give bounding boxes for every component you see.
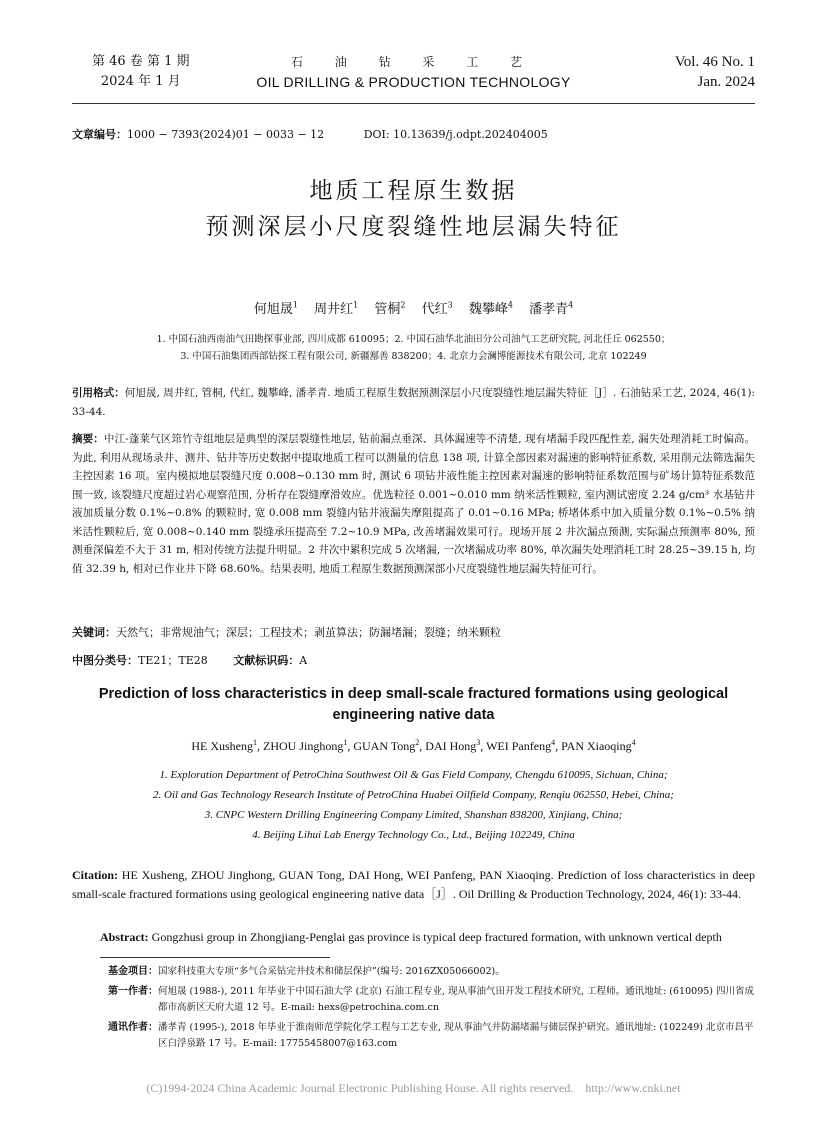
footnote-divider xyxy=(100,957,330,958)
citation-en-text: HE Xusheng, ZHOU Jinghong, GUAN Tong, DAI Hong, WEI Panfeng, PAN Xiaoqing. Prediction of loss characteristics in deep small-scale fractured formations using geological engineering native data［J］. Oil Drilling & Production Technology, 2024, 46(1): 33-44. xyxy=(72,868,756,901)
affiliations-cn-line2: 3. 中国石油集团西部钻探工程有限公司, 新疆鄯善 838200；4. 北京力会澜博能源技术有限公司, 北京 102249 xyxy=(180,351,647,362)
affiliation-en: 3. CNPC Western Drilling Engineering Company Limited, Shanshan 838200, Xinjiang, China; xyxy=(204,809,623,821)
corresponding-text: 潘孝青 (1995-), 2018 年毕业于淮南师范学院化学工程与工艺专业, 现从事油气井防漏堵漏与储层保护研究。通讯地址: (102249) 北京市昌平区白浮泉路 17 号。E-mail: 17755458007@163.com xyxy=(158,1022,754,1049)
author-cn: 管桐$^2$ xyxy=(374,300,406,317)
issue-date-cn: 2024 年 1 月 xyxy=(100,74,181,89)
volume-en: Vol. 46 No. 1 xyxy=(674,54,755,70)
date-en: Jan. 2024 xyxy=(697,74,755,90)
author-cn: 周井红$^1$ xyxy=(314,300,359,317)
keywords-cn-text: 天然气；非常规油气；深层；工程技术；剥茧算法；防漏堵漏；裂缝；纳米颗粒 xyxy=(116,626,501,639)
author-cn: 潘孝青$^4$ xyxy=(529,300,574,317)
title-en: Prediction of loss characteristics in deep small-scale fractured formations using geological engineering native data xyxy=(98,686,729,723)
header-divider xyxy=(72,103,755,104)
first-author-label: 第一作者： xyxy=(108,986,158,997)
article-number: 1000 − 7393(2024)01 − 0033 − 12 xyxy=(127,128,325,141)
article-number-label: 文章编号： xyxy=(72,128,127,141)
citation-en-label: Citation: xyxy=(72,868,118,882)
abstract-en-label: Abstract: xyxy=(100,930,149,944)
footnote-fund xyxy=(108,964,756,980)
author-cn: 何旭晟$^1$ xyxy=(253,300,298,317)
keywords-cn xyxy=(72,624,501,640)
abstract-en-text: Gongzhusi group in Zhongjiang-Penglai gas province is typical deep fractured formation, with unknown vertical depth xyxy=(151,930,722,944)
fund-label: 基金项目： xyxy=(108,966,158,977)
keywords-cn-label: 关键词： xyxy=(72,626,116,639)
author-en: PAN Xiaoqing$^4$ xyxy=(561,738,636,753)
issue-info-en xyxy=(675,52,755,92)
author-en: ZHOU Jinghong$^1$, xyxy=(263,738,354,753)
affiliation-en: 4. Beijing Lihui Lab Energy Technology Co., Ltd., Beijing 102249, China xyxy=(252,829,575,841)
authors-en xyxy=(0,738,827,754)
abstract-cn-text: 中江-蓬莱气区筇竹寺组地层是典型的深层裂缝性地层, 钻前漏点垂深、具体漏速等不清楚, 现有堵漏手段匹配性差, 漏失处理消耗工时偏高。为此, 利用从现场录井、测井、钻井等历史数据中提取地质工程可以测量的信息 138 项, 计算全部因素对漏速的影响特征系数, 采用削元法筛选漏失主控因素 16 项。室内模拟地层裂缝尺度 0.008~0.130 mm 时, 测试 6 项钻井液性能主控因素对漏速的影响特征系数范围与矿场计算特征系数范围一致, 该裂缝尺度超过岩心观察范围, 分析存在裂缝摩滑效应。优选粒径 0.001~0.010 mm 纳米活性颗粒, 室内测试密度 2.24 g/cm³ 水基钻井液加质量分数 0.1%~0.8% 的颗粒时, 宽 0.008 mm 裂缝内钻井液漏失摩阻提高了 0.01~0.16 MPa; 桥堵体系中加入质量分数 0.1%~0.5% 纳米活性颗粒后, 宽 0.008~0.140 mm 裂缝承压提高至 7.2~10.9 MPa, 改善堵漏效果可行。现场开展 2 井次漏点预测, 实际漏点预测率 80%, 预测垂深偏差不大于 31 m, 相对传统方法提升明显。2 井次中累积完成 5 次堵漏, 一次堵漏成功率 80%, 单次漏失处理消耗工时 28.25~39.15 h, 均值 32.39 h, 相对已作业井下降 68.60%。结果表明, 地质工程原生数据预测深部小尺度裂缝性地层漏失特征可行。 xyxy=(72,433,755,575)
footnote-corresponding xyxy=(108,1020,756,1052)
author-en: WEI Panfeng$^4$, xyxy=(486,738,562,753)
classification xyxy=(72,652,307,668)
footnote-first-author xyxy=(108,984,756,1016)
abstract-en xyxy=(72,928,755,947)
citation-cn-text: 何旭晟, 周井红, 管桐, 代红, 魏攀峰, 潘孝青. 地质工程原生数据预测深层小尺度裂缝性地层漏失特征［J］. 石油钻采工艺, 2024, 46(1): 33-44. xyxy=(72,387,755,418)
fund-text: 国家科技重大专项“多气合采钻完井技术和储层保护”(编号: 2016ZX05066002)。 xyxy=(158,966,505,977)
clc-code: TE21；TE28 xyxy=(138,654,208,667)
journal-name-cn: 石 油 钻 采 工 艺 xyxy=(290,55,537,69)
doc-code-label: 文献标识码： xyxy=(233,654,300,667)
copyright-footer: (C)1994-2024 China Academic Journal Electronic Publishing House. All rights reserved. http://www.cnki.net xyxy=(146,1081,681,1095)
abstract-cn-label: 摘要： xyxy=(72,433,104,445)
authors-cn xyxy=(0,298,827,317)
affiliation-en: 1. Exploration Department of PetroChina Southwest Oil & Gas Field Company, Chengdu 610095, Sichuan, China; xyxy=(159,769,668,781)
author-en: HE Xusheng$^1$, xyxy=(191,738,263,753)
citation-cn-label: 引用格式： xyxy=(72,387,125,399)
author-en: DAI Hong$^3$, xyxy=(425,738,487,753)
affiliation-en: 2. Oil and Gas Technology Research Institute of PetroChina Huabei Oilfield Company, Renqiu 062550, Hebei, China; xyxy=(153,789,674,801)
doi[interactable]: DOI: 10.13639/j.odpt.202404005 xyxy=(363,128,548,141)
affiliations-cn-line1: 1. 中国石油西南油气田勘探事业部, 四川成都 610095；2. 中国石油华北油田分公司油气工艺研究院, 河北任丘 062550； xyxy=(156,334,671,345)
title-cn-line1: 地质工程原生数据 xyxy=(309,178,518,204)
journal-name-en: OIL DRILLING & PRODUCTION TECHNOLOGY xyxy=(256,74,571,90)
doc-code: A xyxy=(299,654,308,667)
issue-number-cn: 第 46 卷 第 1 期 xyxy=(92,54,190,69)
author-en: GUAN Tong$^2$, xyxy=(353,738,426,753)
clc-label: 中图分类号： xyxy=(72,654,138,667)
first-author-text: 何旭晟 (1988-), 2011 年毕业于中国石油大学 (北京) 石油工程专业, 现从事油气田开发工程技术研究, 工程师。通讯地址: (610095) 四川省成都市高新区天府大道 12 号。E-mail: hexs@petrochina.com.cn xyxy=(158,986,755,1013)
abstract-cn xyxy=(72,430,755,578)
title-cn-line2: 预测深层小尺度裂缝性地层漏失特征 xyxy=(205,214,622,240)
author-cn: 魏攀峰$^4$ xyxy=(468,300,513,317)
author-cn: 代红$^3$ xyxy=(421,300,453,317)
citation-cn xyxy=(72,384,755,421)
corresponding-label: 通讯作者： xyxy=(108,1022,158,1033)
article-meta xyxy=(72,126,548,142)
citation-en xyxy=(72,866,755,904)
